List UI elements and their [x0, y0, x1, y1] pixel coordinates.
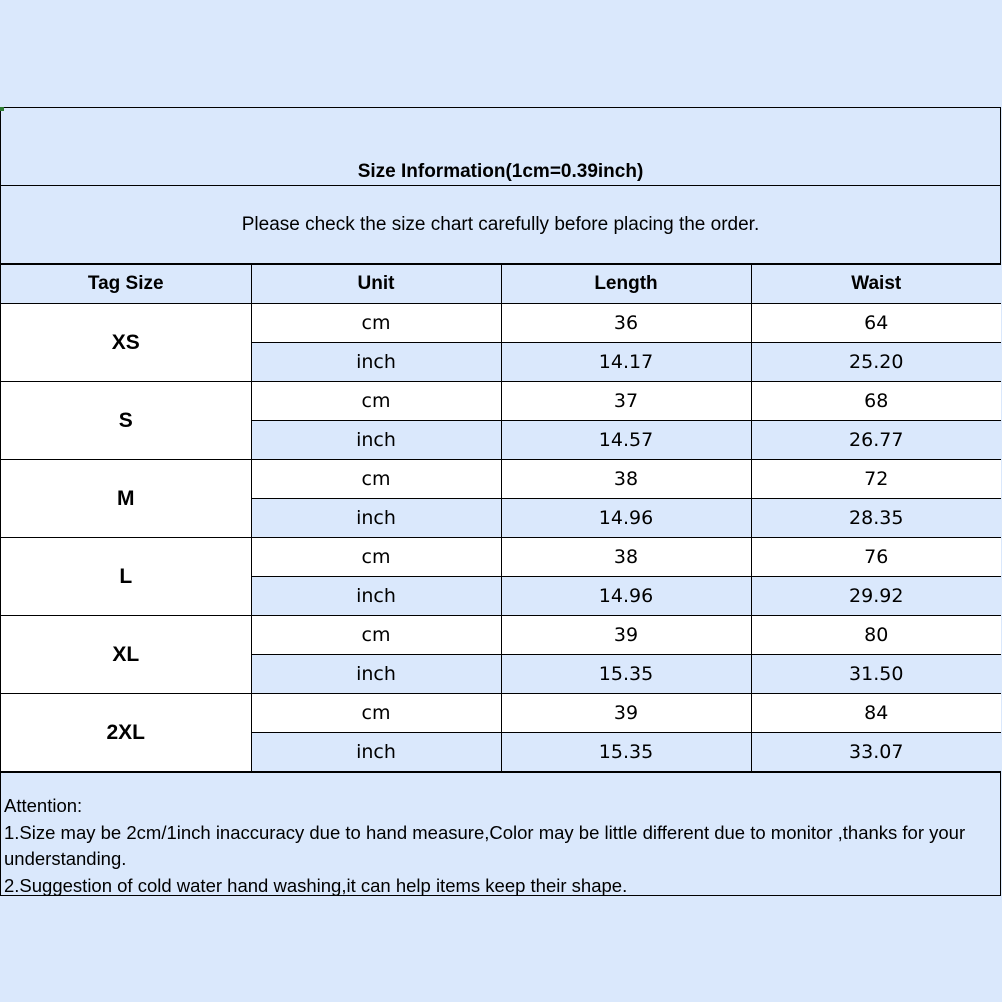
waist-cell: 26.77 [751, 421, 1001, 460]
tag-size-cell: XS [1, 304, 251, 382]
length-cell: 15.35 [501, 655, 751, 694]
header-waist: Waist [751, 265, 1001, 304]
waist-cell: 25.20 [751, 343, 1001, 382]
length-cell: 39 [501, 616, 751, 655]
unit-cell: cm [251, 694, 501, 733]
waist-cell: 72 [751, 460, 1001, 499]
attention-note-2: 2.Suggestion of cold water hand washing,it can help items keep their shape. [4, 874, 628, 896]
length-cell: 14.96 [501, 577, 751, 616]
waist-cell: 68 [751, 382, 1001, 421]
waist-cell: 80 [751, 616, 1001, 655]
waist-cell: 28.35 [751, 499, 1001, 538]
size-notice: Please check the size chart carefully before placing the order. [1, 186, 1000, 264]
length-cell: 15.35 [501, 733, 751, 772]
waist-cell: 31.50 [751, 655, 1001, 694]
attention-note-1: 1.Size may be 2cm/1inch inaccuracy due to hand measure,Color may be little different due to monitor ,thanks for your understanding. [4, 821, 966, 869]
tag-size-cell: M [1, 460, 251, 538]
waist-cell: 33.07 [751, 733, 1001, 772]
unit-cell: inch [251, 733, 501, 772]
size-chart-sheet [0, 107, 1001, 896]
length-cell: 36 [501, 304, 751, 343]
attention-heading: Attention: [4, 795, 83, 816]
header-unit: Unit [251, 265, 501, 304]
table-row [1, 382, 1001, 421]
unit-cell: cm [251, 616, 501, 655]
table-row [1, 616, 1001, 655]
waist-cell: 29.92 [751, 577, 1001, 616]
length-cell: 37 [501, 382, 751, 421]
size-info-title: Size Information(1cm=0.39inch) [1, 108, 1000, 186]
header-tag-size: Tag Size [1, 265, 251, 304]
unit-cell: cm [251, 538, 501, 577]
table-row [1, 538, 1001, 577]
tag-size-cell: 2XL [1, 694, 251, 772]
tag-size-cell: S [1, 382, 251, 460]
tag-size-cell: XL [1, 616, 251, 694]
length-cell: 14.17 [501, 343, 751, 382]
unit-cell: cm [251, 382, 501, 421]
waist-cell: 76 [751, 538, 1001, 577]
unit-cell: cm [251, 304, 501, 343]
length-cell: 38 [501, 460, 751, 499]
length-cell: 14.57 [501, 421, 751, 460]
length-cell: 38 [501, 538, 751, 577]
header-length: Length [501, 265, 751, 304]
unit-cell: inch [251, 655, 501, 694]
length-cell: 39 [501, 694, 751, 733]
table-row [1, 460, 1001, 499]
unit-cell: inch [251, 577, 501, 616]
waist-cell: 84 [751, 694, 1001, 733]
unit-cell: inch [251, 499, 501, 538]
unit-cell: inch [251, 421, 501, 460]
corner-marker [0, 107, 4, 111]
unit-cell: inch [251, 343, 501, 382]
table-header-row [1, 265, 1001, 304]
table-row [1, 694, 1001, 733]
unit-cell: cm [251, 460, 501, 499]
table-row [1, 304, 1001, 343]
waist-cell: 64 [751, 304, 1001, 343]
tag-size-cell: L [1, 538, 251, 616]
length-cell: 14.96 [501, 499, 751, 538]
size-table [1, 264, 1001, 772]
attention-notes [1, 772, 1000, 896]
